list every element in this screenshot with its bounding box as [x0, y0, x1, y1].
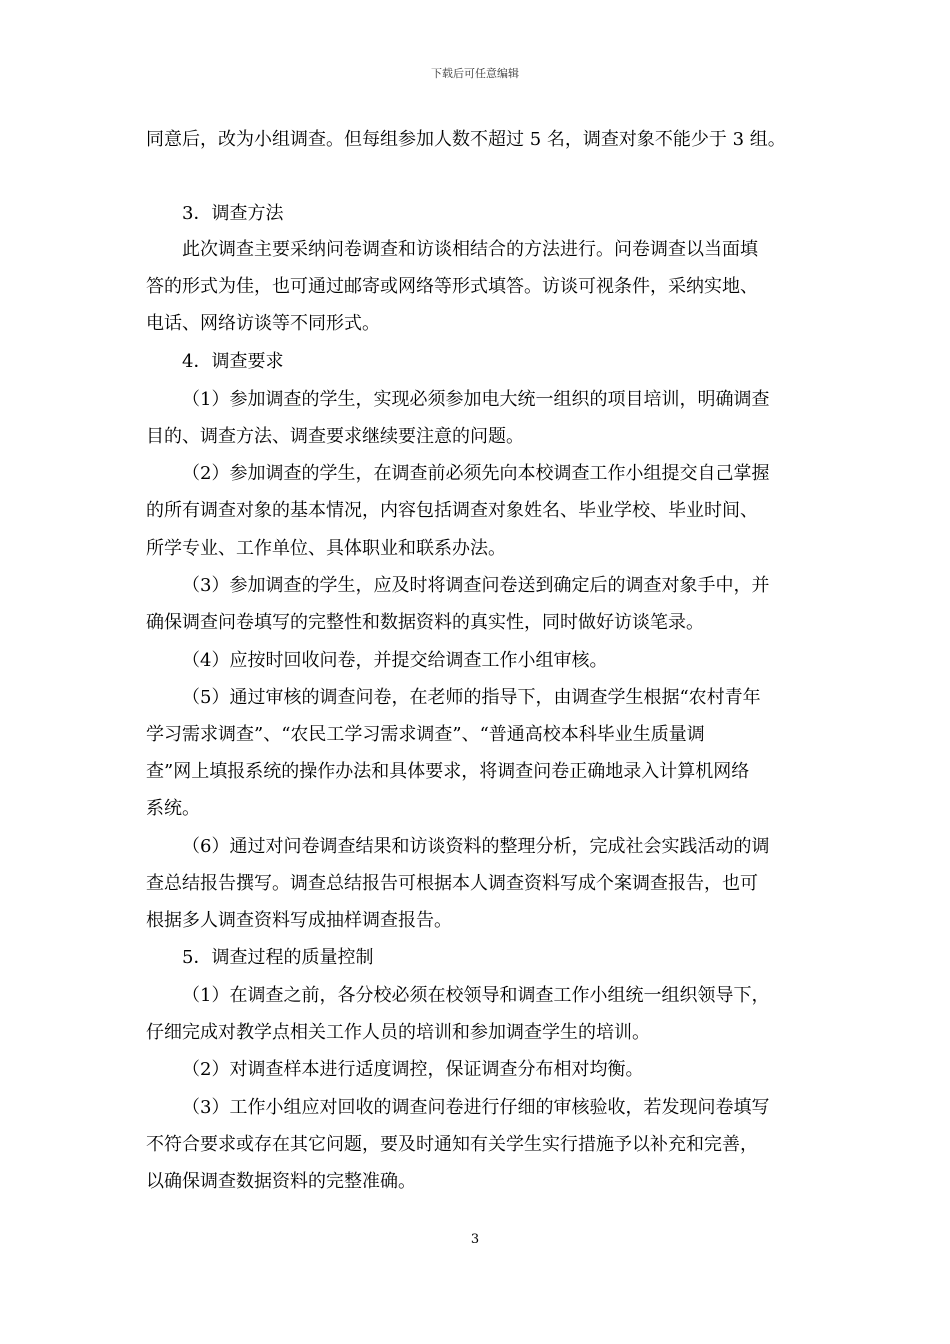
page-header: 下载后可任意编辑 [431, 67, 519, 80]
paragraph-line: 仔细完成对教学点相关工作人员的培训和参加调查学生的培训。 [146, 1022, 650, 1043]
paragraph-line: （5）通过审核的调查问卷，在老师的指导下，由调查学生根据“农村青年 [182, 687, 761, 708]
paragraph-line: 目的、调查方法、调查要求继续要注意的问题。 [146, 426, 524, 447]
paragraph-line: 根据多人调查资料写成抽样调查报告。 [146, 910, 452, 931]
paragraph-line: 的所有调查对象的基本情况，内容包括调查对象姓名、毕业学校、毕业时间、 [146, 500, 758, 521]
paragraph-line: （1）在调查之前，各分校必须在校领导和调查工作小组统一组织领导下， [182, 985, 770, 1006]
page-number: 3 [470, 1232, 480, 1247]
section-heading: 5．调查过程的质量控制 [182, 947, 374, 968]
paragraph-line: 答的形式为佳，也可通过邮寄或网络等形式填答。访谈可视条件，采纳实地、 [146, 276, 758, 297]
paragraph-line: （3）参加调查的学生，应及时将调查问卷送到确定后的调查对象手中，并 [182, 575, 770, 596]
paragraph-line: 电话、网络访谈等不同形式。 [146, 313, 380, 334]
paragraph-line: 查总结报告撰写。调查总结报告可根据本人调查资料写成个案调查报告，也可 [146, 873, 758, 894]
paragraph-line: 以确保调查数据资料的完整准确。 [146, 1171, 416, 1192]
paragraph-line: 不符合要求或存在其它问题，要及时通知有关学生实行措施予以补充和完善， [146, 1134, 758, 1155]
paragraph-line: （2）参加调查的学生，在调查前必须先向本校调查工作小组提交自己掌握 [182, 463, 770, 484]
section-heading: 3．调查方法 [182, 203, 284, 224]
paragraph-line: 所学专业、工作单位、具体职业和联系办法。 [146, 538, 506, 559]
paragraph-line: （4）应按时回收问卷，并提交给调查工作小组审核。 [182, 650, 608, 671]
paragraph-line: 确保调查问卷填写的完整性和数据资料的真实性，同时做好访谈笔录。 [146, 612, 704, 633]
paragraph-line: 同意后，改为小组调查。但每组参加人数不超过 5 名，调查对象不能少于 3 组。 [146, 129, 786, 150]
paragraph-line: 查”网上填报系统的操作办法和具体要求，将调查问卷正确地录入计算机网络 [146, 761, 750, 782]
paragraph-line: （6）通过对问卷调查结果和访谈资料的整理分析，完成社会实践活动的调 [182, 836, 770, 857]
section-heading: 4．调查要求 [182, 351, 284, 372]
paragraph-line: （1）参加调查的学生，实现必须参加电大统一组织的项目培训，明确调查 [182, 389, 770, 410]
paragraph-line: 此次调查主要采纳问卷调查和访谈相结合的方法进行。问卷调查以当面填 [182, 239, 758, 260]
paragraph-line: 系统。 [146, 798, 200, 819]
paragraph-line: （3）工作小组应对回收的调查问卷进行仔细的审核验收，若发现问卷填写 [182, 1097, 770, 1118]
paragraph-line: （2）对调查样本进行适度调控，保证调查分布相对均衡。 [182, 1059, 644, 1080]
paragraph-line: 学习需求调查”、“农民工学习需求调查”、“普通高校本科毕业生质量调 [146, 724, 705, 745]
